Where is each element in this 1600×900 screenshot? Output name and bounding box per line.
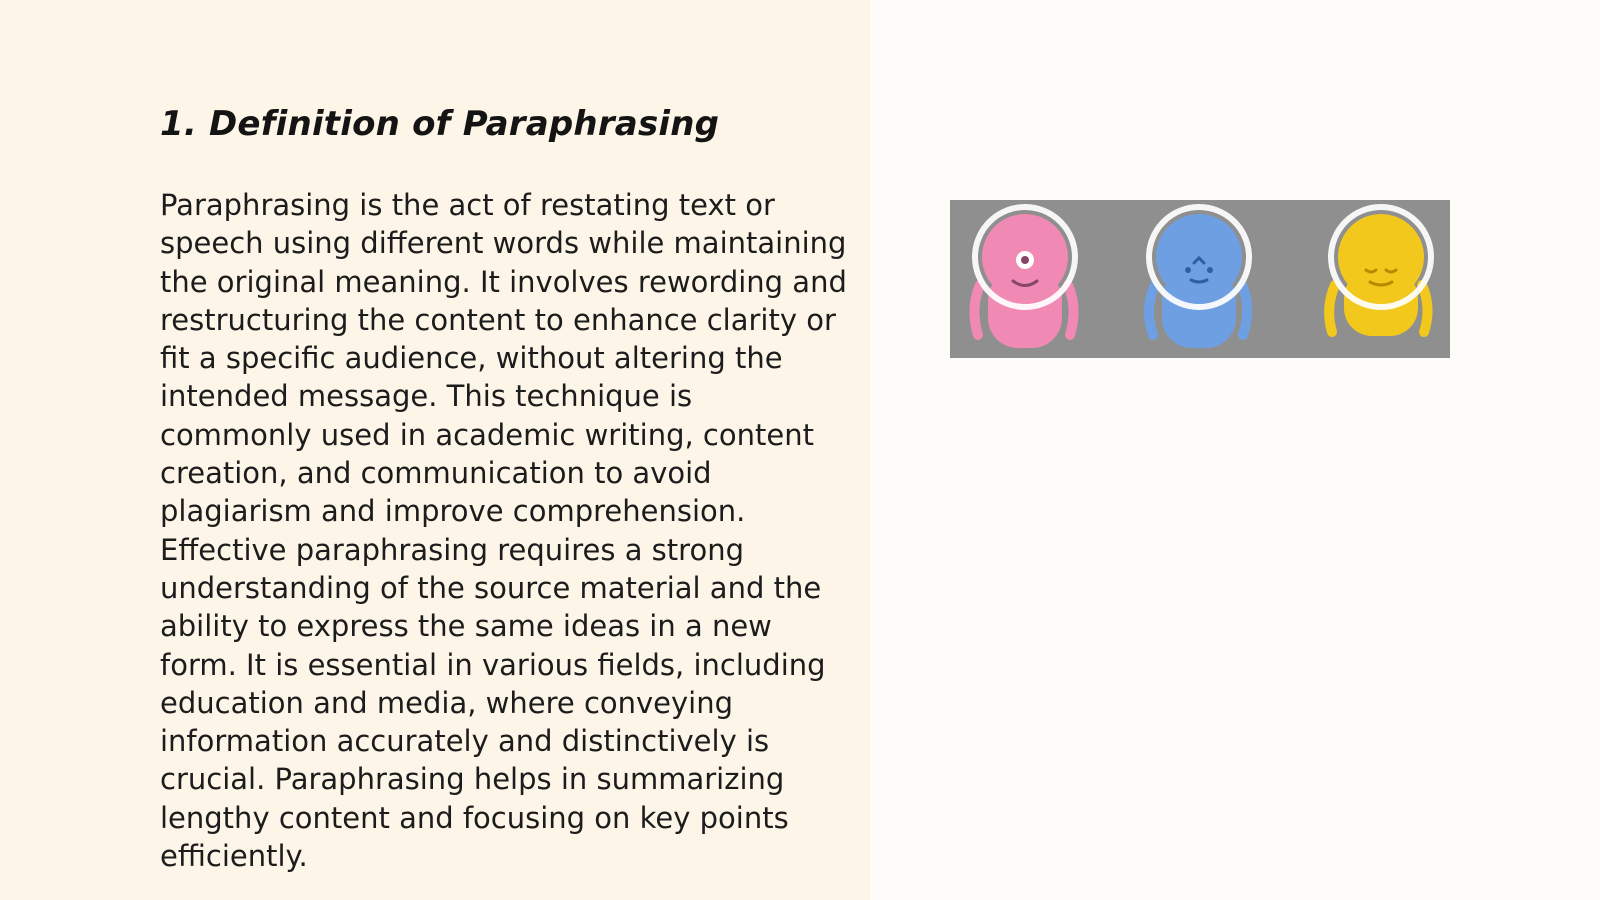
image-panel — [870, 0, 1600, 900]
slide-heading: 1. Definition of Paraphrasing — [160, 104, 720, 144]
astronauts-svg — [950, 200, 1450, 358]
definition-paragraph: Paraphrasing is the act of restating text or speech using different words while maintaining the original meaning. It involves rewording and restructuring the content to enhance clarity or fit a specific audience, without altering the intended message. This technique is commonly used in academic writing, content creation, and communication to avoid plagiarism and improve comprehension. Effective paraphrasing requires a strong understanding of the source material and the ability to express the same ideas in a new form. It is essential in various fields, including education and media, where conveying information accurately and distinctively is crucial. Paraphrasing helps in summarizing lengthy content and focusing on key points efficiently. — [160, 188, 847, 874]
astronaut-illustration — [950, 200, 1450, 358]
